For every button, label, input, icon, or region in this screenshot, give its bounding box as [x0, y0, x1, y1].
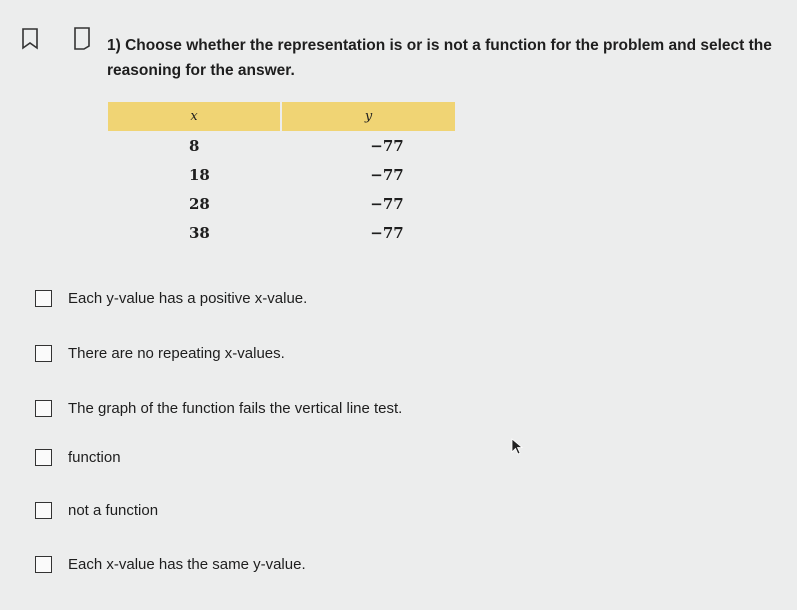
option-label: There are no repeating x-values. — [68, 345, 285, 362]
table-cell-x: 18 — [189, 165, 210, 184]
option-no-repeating-x[interactable] — [35, 345, 285, 362]
table-cell-y: −77 — [370, 165, 404, 184]
option-fails-vertical-line-test[interactable] — [35, 400, 402, 417]
option-positive-x-value[interactable] — [35, 290, 307, 307]
table-cell-y: −77 — [370, 223, 404, 242]
question-text: 1) Choose whether the representation is or is not a function for the problem and select the reasoning for the answer. — [107, 37, 772, 79]
table-cell-y: −77 — [370, 136, 404, 155]
option-label: Each x-value has the same y-value. — [68, 556, 306, 573]
option-checkbox[interactable] — [35, 400, 52, 417]
mouse-cursor-icon — [511, 438, 525, 456]
option-checkbox[interactable] — [35, 502, 52, 519]
option-checkbox[interactable] — [35, 556, 52, 573]
table-row — [108, 160, 455, 189]
values-table — [108, 102, 455, 247]
option-label: Each y-value has a positive x-value. — [68, 290, 308, 307]
bookmark-icon[interactable] — [20, 28, 40, 50]
option-same-y-value[interactable] — [35, 556, 306, 573]
option-label: function — [68, 449, 121, 466]
column-header-x: x — [108, 102, 281, 131]
table-header-row — [108, 102, 455, 131]
table-row — [108, 189, 455, 218]
table-row — [108, 131, 455, 160]
table-row — [108, 218, 455, 247]
flag-icon[interactable] — [72, 26, 92, 50]
option-label: not a function — [68, 502, 159, 519]
table-cell-y: −77 — [370, 194, 404, 213]
option-not-a-function[interactable] — [35, 502, 158, 519]
column-header-y: y — [281, 102, 455, 131]
table-cell-x: 8 — [189, 136, 200, 155]
option-checkbox[interactable] — [35, 345, 52, 362]
option-checkbox[interactable] — [35, 290, 52, 307]
table-cell-x: 38 — [189, 223, 210, 242]
option-function[interactable] — [35, 449, 121, 466]
table-cell-x: 28 — [189, 194, 210, 213]
option-label: The graph of the function fails the vertical line test. — [68, 400, 403, 417]
option-checkbox[interactable] — [35, 449, 52, 466]
